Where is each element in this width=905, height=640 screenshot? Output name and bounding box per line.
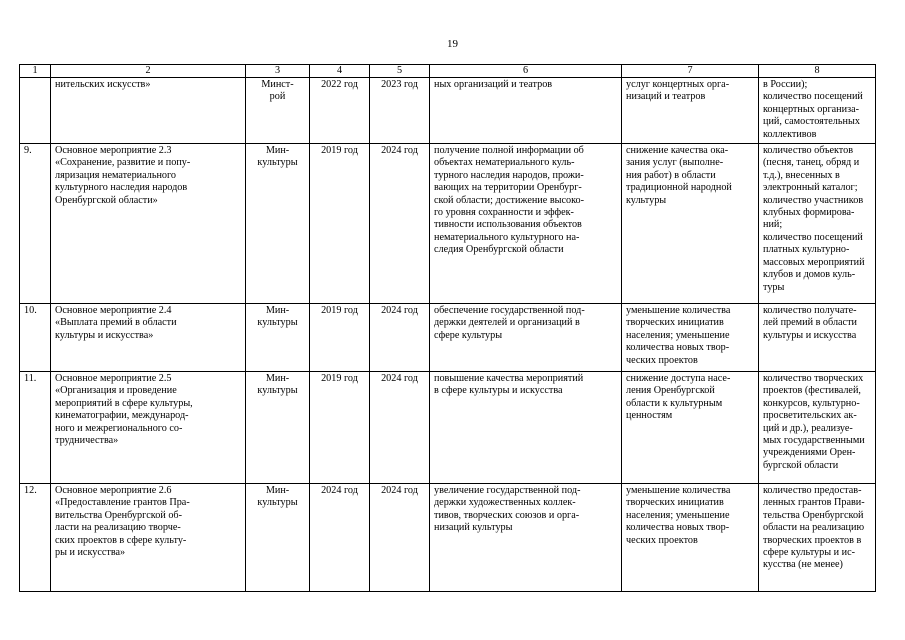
text-line: ний; xyxy=(763,219,783,231)
text-line: количество предостав- xyxy=(763,485,862,497)
expected-result-cell xyxy=(430,484,622,592)
text-line: культурного наследия народов xyxy=(55,182,188,194)
col-header: 5 xyxy=(370,65,430,78)
text-line: ций и др.), реализуе- xyxy=(763,422,853,434)
end-year-cell: 2024 год xyxy=(370,144,430,304)
text-line: в сфере культуры и искусства xyxy=(434,385,563,397)
text-line: ния работ) в области xyxy=(626,169,716,181)
text-line: конкурсов, культурно- xyxy=(763,397,860,409)
indicators-cell xyxy=(759,304,876,372)
text-line: проектов (фестивалей, xyxy=(763,385,861,397)
col-header: 1 xyxy=(20,65,51,78)
text-line: снижение доступа насе- xyxy=(626,373,731,385)
text-line: нематериального культурного на- xyxy=(434,231,580,243)
text-line: Мин- xyxy=(265,305,290,317)
text-line: ческих проектов xyxy=(626,534,698,546)
responsible-cell xyxy=(246,484,310,592)
text-line: турного наследия народов, прожи- xyxy=(434,169,584,181)
text-line: клубных формирова- xyxy=(763,207,855,219)
text-line: количество посещений xyxy=(763,231,863,243)
event-cell xyxy=(51,372,246,484)
start-year-cell: 2019 год xyxy=(310,304,370,372)
row-number-cell: 10. xyxy=(20,304,51,372)
text-line: держки художественных коллек- xyxy=(434,497,576,509)
responsible-cell xyxy=(246,372,310,484)
text-line: объектах нематериального куль- xyxy=(434,157,575,169)
start-year-cell: 2022 год xyxy=(310,78,370,144)
text-line: ласти на реализацию творче- xyxy=(55,522,181,534)
expected-result-cell xyxy=(430,78,622,144)
text-line: электронный каталог; xyxy=(763,182,858,194)
text-line: клубов и домов куль- xyxy=(763,269,856,281)
text-line: культуры и искусства» xyxy=(55,329,154,341)
text-line: увеличение государственной под- xyxy=(434,485,581,497)
text-line: населения; уменьшение xyxy=(626,329,730,341)
text-line: Основное мероприятие 2.6 xyxy=(55,485,172,497)
expected-result-cell xyxy=(430,372,622,484)
text-line: низаций и театров xyxy=(626,91,706,103)
text-line: Основное мероприятие 2.3 xyxy=(55,145,172,157)
text-line: получение полной информации об xyxy=(434,145,584,157)
text-line: традиционной народной xyxy=(626,182,732,194)
table-row xyxy=(20,372,876,484)
text-line: мероприятий в сфере культуры, xyxy=(55,397,193,409)
col-header: 8 xyxy=(759,65,876,78)
text-line: вительства Оренбургской об- xyxy=(55,509,182,521)
text-line: бургской области xyxy=(763,459,839,471)
indicators-cell xyxy=(759,372,876,484)
event-cell xyxy=(51,304,246,372)
text-line: культуры xyxy=(257,497,298,509)
column-number-row xyxy=(20,65,876,78)
consequences-cell xyxy=(622,78,759,144)
text-line: ры и искусства» xyxy=(55,547,126,559)
text-line: обеспечение государственной под- xyxy=(434,305,585,317)
text-line: ляризация нематериального xyxy=(55,169,177,181)
text-line: ческих проектов xyxy=(626,354,698,366)
text-line: мых государственными xyxy=(763,435,865,447)
text-line: следия Оренбургской области xyxy=(434,244,564,256)
text-line: повышение качества мероприятий xyxy=(434,373,584,385)
text-line: просветительских ак- xyxy=(763,410,857,422)
text-line: уменьшение количества xyxy=(626,305,731,317)
text-line: количества новых твор- xyxy=(626,342,730,354)
text-line: ценностям xyxy=(626,410,673,422)
text-line: зания услуг (выполне- xyxy=(626,157,724,169)
text-line: ного и межрегионального со- xyxy=(55,422,183,434)
text-line: услуг концертных орга- xyxy=(626,79,730,90)
text-line: культуры xyxy=(257,385,298,397)
text-line: коллективов xyxy=(763,128,817,140)
event-cell xyxy=(51,484,246,592)
row-number-cell xyxy=(20,78,51,144)
text-line: го уровня сохранности и эффек- xyxy=(434,207,574,219)
col-header: 3 xyxy=(246,65,310,78)
start-year-cell: 2019 год xyxy=(310,372,370,484)
col-header: 4 xyxy=(310,65,370,78)
text-line: сфере культуры и ис- xyxy=(763,547,855,559)
text-line: ных организаций и театров xyxy=(434,79,553,90)
text-line: ской области; достижение высоко- xyxy=(434,194,585,206)
text-line: ских проектов в сфере культу- xyxy=(55,534,187,546)
text-line: уменьшение количества xyxy=(626,485,731,497)
responsible-cell xyxy=(246,304,310,372)
text-line: количество участников xyxy=(763,194,864,206)
text-line: Мин- xyxy=(265,145,290,157)
text-line: «Сохранение, развитие и попу- xyxy=(55,157,191,169)
consequences-cell xyxy=(622,372,759,484)
text-line: творческих проектов в xyxy=(763,534,862,546)
event-cell xyxy=(51,144,246,304)
text-line: области к культурным xyxy=(626,397,723,409)
end-year-cell: 2023 год xyxy=(370,78,430,144)
text-line: кусства (не менее) xyxy=(763,559,843,571)
text-line: (песня, танец, обряд и xyxy=(763,157,860,169)
text-line: ленных грантов Прави- xyxy=(763,497,865,509)
responsible-cell xyxy=(246,144,310,304)
measures-table xyxy=(19,64,876,592)
table-row xyxy=(20,144,876,304)
text-line: «Организация и проведение xyxy=(55,385,177,397)
text-line: «Выплата премий в области xyxy=(55,317,177,329)
text-line: Оренбургской области» xyxy=(55,194,158,206)
consequences-cell xyxy=(622,144,759,304)
text-line: культуры xyxy=(257,157,298,169)
text-line: Основное мероприятие 2.5 xyxy=(55,373,172,385)
table-body xyxy=(20,65,876,592)
text-line: платных культурно- xyxy=(763,244,850,256)
indicators-cell xyxy=(759,78,876,144)
row-number-cell: 12. xyxy=(20,484,51,592)
indicators-cell xyxy=(759,484,876,592)
text-line: ций, самостоятельных xyxy=(763,116,860,128)
table-row xyxy=(20,304,876,372)
text-line: творческих инициатив xyxy=(626,317,724,329)
text-line: области на реализацию xyxy=(763,522,865,534)
text-line: лей премий в области xyxy=(763,317,857,329)
text-line: культуры xyxy=(626,194,667,206)
text-line: трудничества» xyxy=(55,435,119,447)
text-line: Мин- xyxy=(265,485,290,497)
text-line: сфере культуры xyxy=(434,329,503,341)
text-line: тивов, творческих союзов и орга- xyxy=(434,509,580,521)
text-line: культуры и искусства xyxy=(763,329,857,341)
end-year-cell: 2024 год xyxy=(370,304,430,372)
text-line: количество получате- xyxy=(763,305,857,317)
start-year-cell: 2019 год xyxy=(310,144,370,304)
text-line: Основное мероприятие 2.4 xyxy=(55,305,172,317)
end-year-cell: 2024 год xyxy=(370,372,430,484)
indicators-cell xyxy=(759,144,876,304)
text-line: «Предоставление грантов Пра- xyxy=(55,497,190,509)
text-line: количество творческих xyxy=(763,373,864,385)
text-line: тивности использования объектов xyxy=(434,219,582,231)
text-line: держки деятелей и организаций в xyxy=(434,317,580,329)
start-year-cell: 2024 год xyxy=(310,484,370,592)
text-line: ления Оренбургской xyxy=(626,385,715,397)
text-line: нительских искусств» xyxy=(55,79,151,90)
text-line: концертных организа- xyxy=(763,103,860,115)
text-line: снижение качества ока- xyxy=(626,145,729,157)
consequences-cell xyxy=(622,304,759,372)
col-header: 6 xyxy=(430,65,622,78)
text-line: массовых мероприятий xyxy=(763,256,865,268)
row-number-cell: 9. xyxy=(20,144,51,304)
text-line: т.д.), внесенных в xyxy=(763,169,840,181)
col-header: 7 xyxy=(622,65,759,78)
expected-result-cell xyxy=(430,144,622,304)
text-line: Минст- xyxy=(261,79,294,90)
text-line: количество объектов xyxy=(763,145,854,157)
text-line: культуры xyxy=(257,317,298,329)
col-header: 2 xyxy=(51,65,246,78)
row-number-cell: 11. xyxy=(20,372,51,484)
responsible-cell xyxy=(246,78,310,144)
expected-result-cell xyxy=(430,304,622,372)
end-year-cell: 2024 год xyxy=(370,484,430,592)
text-line: Мин- xyxy=(265,373,290,385)
text-line: тельства Оренбургской xyxy=(763,509,864,521)
text-line: кинематографии, международ- xyxy=(55,410,189,422)
text-line: количества новых твор- xyxy=(626,522,730,534)
page-number: 19 xyxy=(447,38,458,50)
text-line: населения; уменьшение xyxy=(626,509,730,521)
text-line: низаций культуры xyxy=(434,522,513,534)
text-line: учреждениями Орен- xyxy=(763,447,856,459)
consequences-cell xyxy=(622,484,759,592)
table-row xyxy=(20,484,876,592)
table-row xyxy=(20,78,876,144)
text-line: в России); xyxy=(763,79,808,90)
text-line: туры xyxy=(763,281,785,293)
text-line: количество посещений xyxy=(763,91,863,103)
text-line: рой xyxy=(269,91,286,103)
event-cell xyxy=(51,78,246,144)
text-line: творческих инициатив xyxy=(626,497,724,509)
text-line: вающих на территории Оренбург- xyxy=(434,182,582,194)
